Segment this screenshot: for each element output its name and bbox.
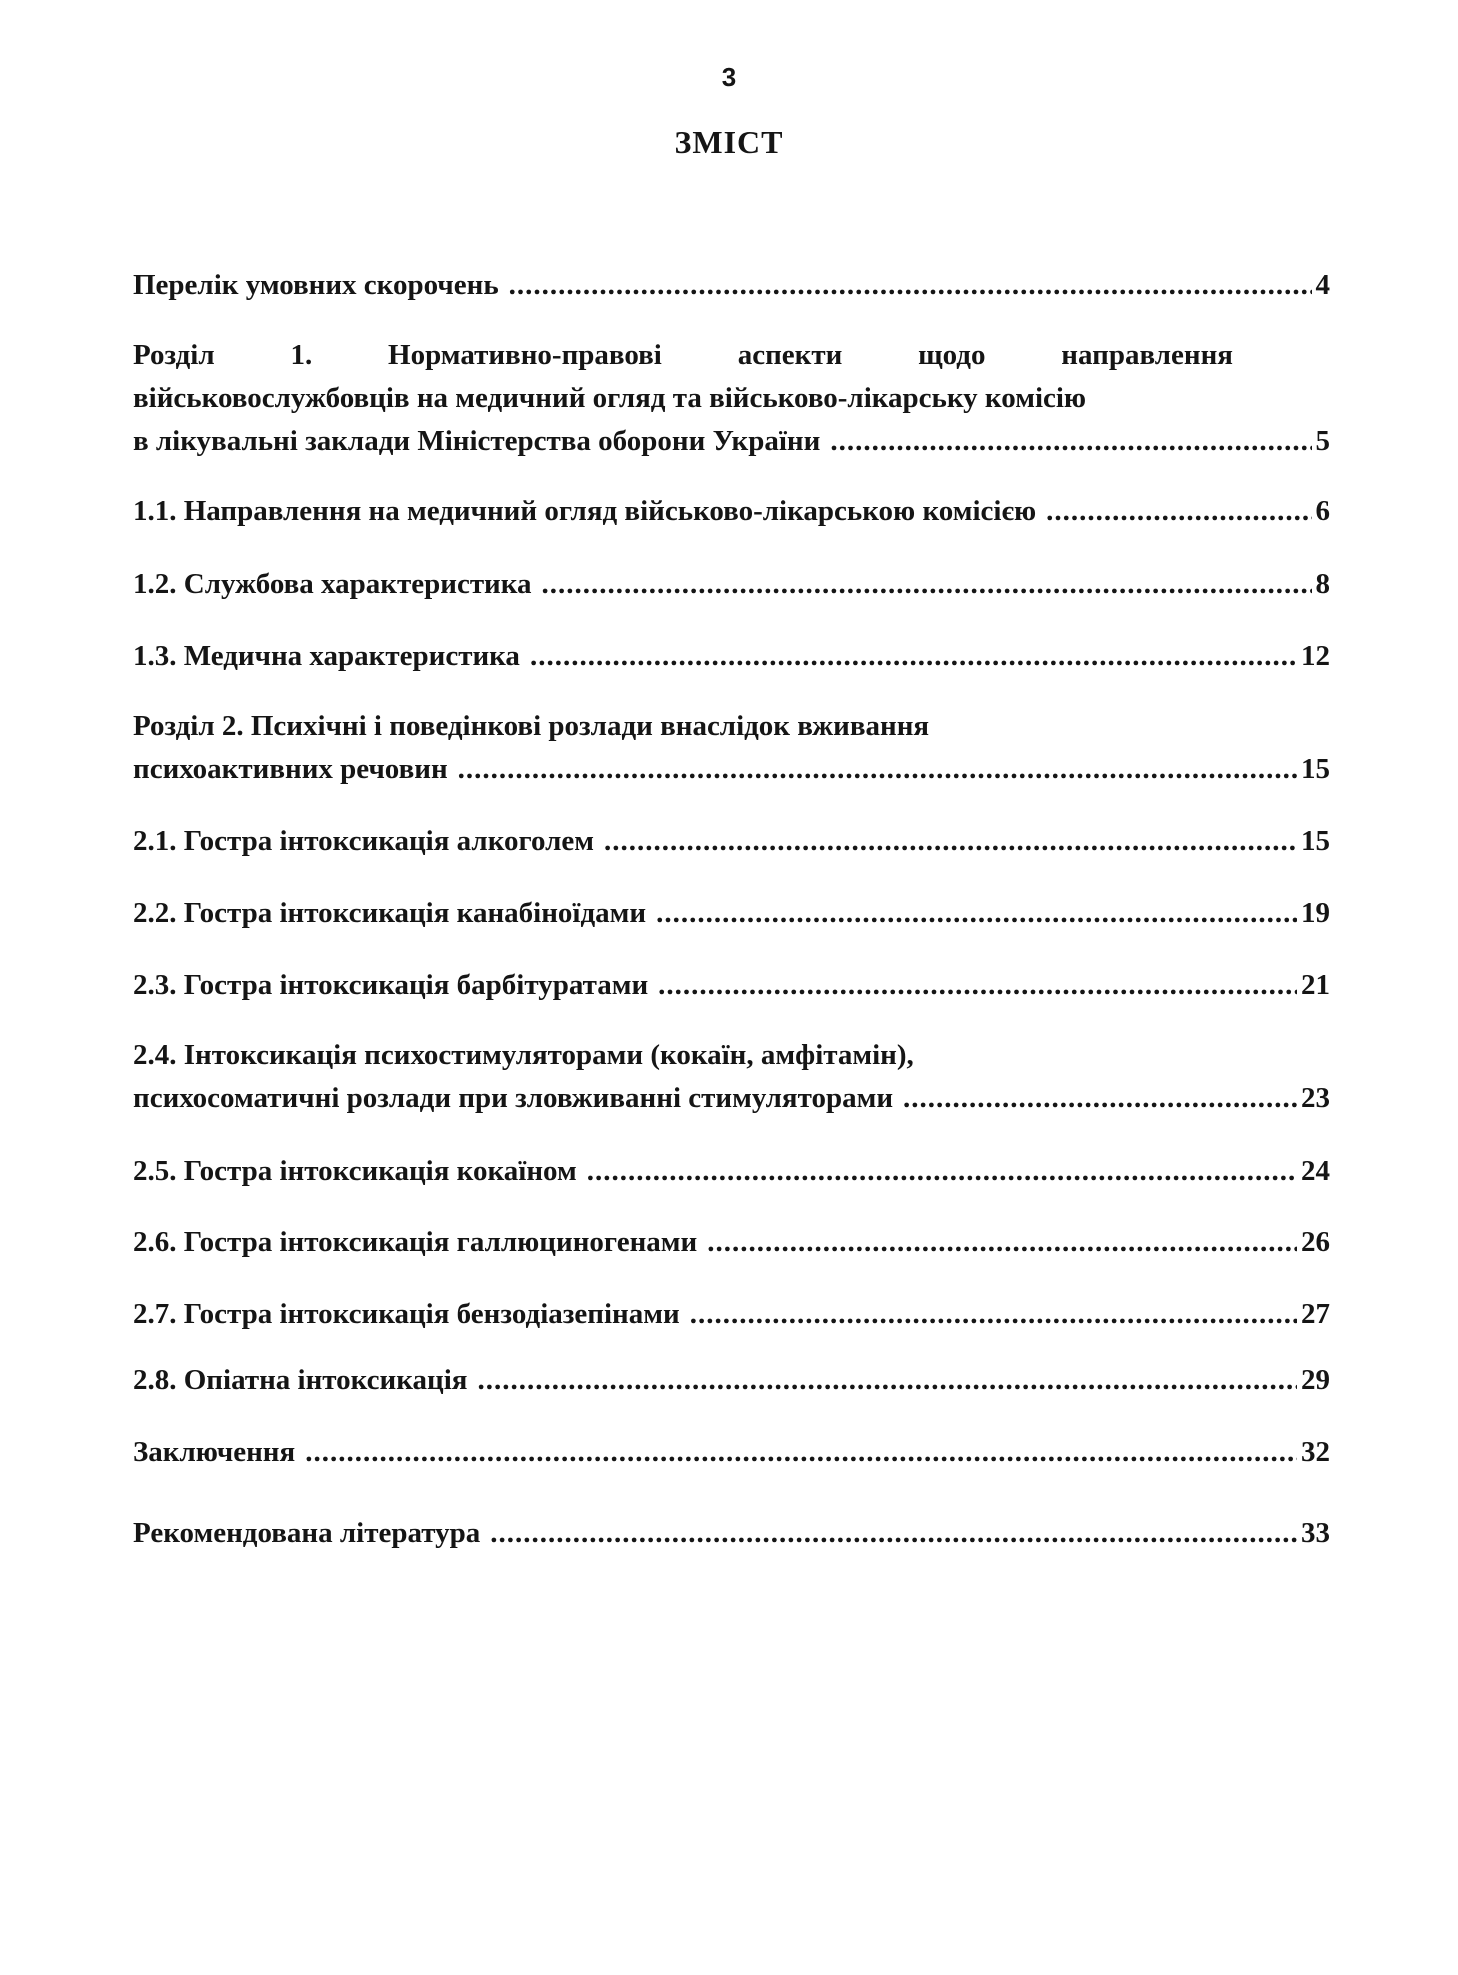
page-number: 3 bbox=[721, 62, 737, 92]
toc-entry-page: 32 bbox=[1301, 1436, 1330, 1468]
toc-entry-page: 8 bbox=[1315, 568, 1330, 600]
toc-entry-page: 33 bbox=[1301, 1517, 1330, 1549]
toc-entry-page: 23 bbox=[1301, 1082, 1330, 1114]
dot-leader bbox=[903, 1077, 1297, 1120]
dot-leader bbox=[604, 820, 1297, 863]
toc-entry-page: 6 bbox=[1315, 495, 1330, 527]
toc-entry-title: 2.7. Гостра інтоксикація бензодіазепінами bbox=[133, 1298, 680, 1330]
toc-entry[interactable] bbox=[133, 1359, 1330, 1402]
toc-entry-title: 2.5. Гостра інтоксикація кокаїном bbox=[133, 1155, 577, 1187]
toc-entry-title: Рекомендована література bbox=[133, 1517, 481, 1549]
toc-entry-title: Заключення bbox=[133, 1436, 296, 1468]
toc-entry[interactable] bbox=[133, 1150, 1330, 1193]
toc-entry[interactable] bbox=[133, 334, 1330, 463]
dot-leader bbox=[656, 892, 1297, 935]
toc-entry[interactable] bbox=[133, 964, 1330, 1007]
toc-entry[interactable] bbox=[133, 1221, 1330, 1264]
toc-entry-title: 2.6. Гостра інтоксикація галлюциногенами bbox=[133, 1226, 698, 1258]
toc-entry[interactable] bbox=[133, 490, 1330, 533]
dot-leader bbox=[458, 748, 1297, 791]
dot-leader bbox=[690, 1293, 1297, 1336]
toc-entry-page: 27 bbox=[1301, 1298, 1330, 1330]
toc-entry-line: Розділ 2. Психічні і поведінкові розлади внаслідок вживання bbox=[133, 710, 930, 742]
toc-entry[interactable] bbox=[133, 892, 1330, 935]
toc-entry-page: 26 bbox=[1301, 1226, 1330, 1258]
toc-entry-page: 29 bbox=[1301, 1364, 1330, 1396]
toc-entry-page: 24 bbox=[1301, 1155, 1330, 1187]
dot-leader bbox=[490, 1512, 1297, 1555]
toc-entry[interactable] bbox=[133, 820, 1330, 863]
toc-entry[interactable] bbox=[133, 635, 1330, 678]
toc-entry-line: Розділ 1. Нормативно-правові аспекти щодо направлення bbox=[133, 339, 1233, 371]
toc-entry-page: 15 bbox=[1301, 753, 1330, 785]
toc-entry-title: 1.3. Медична характеристика bbox=[133, 640, 520, 672]
toc-entry[interactable] bbox=[133, 563, 1330, 606]
dot-leader bbox=[305, 1431, 1297, 1474]
toc-entry-page: 12 bbox=[1301, 640, 1330, 672]
toc-entry-line: військовослужбовців на медичний огляд та військово-лікарську комісію bbox=[133, 382, 1087, 414]
dot-leader bbox=[587, 1150, 1297, 1193]
toc-entry[interactable] bbox=[133, 264, 1330, 307]
dot-leader bbox=[509, 264, 1312, 307]
toc-entry-title: 1.1. Направлення на медичний огляд військово-лікарською комісією bbox=[133, 495, 1037, 527]
toc-entry-page: 4 bbox=[1315, 269, 1330, 301]
dot-leader bbox=[830, 420, 1311, 463]
toc-entry[interactable] bbox=[133, 1293, 1330, 1336]
toc-entry[interactable] bbox=[133, 1512, 1330, 1555]
toc-entry-title: 2.3. Гостра інтоксикація барбітуратами bbox=[133, 969, 649, 1001]
toc-entry[interactable] bbox=[133, 705, 1330, 791]
toc-entry-title: 2.2. Гостра інтоксикація канабіноїдами bbox=[133, 897, 647, 929]
dot-leader bbox=[530, 635, 1297, 678]
toc-entry-title: 2.8. Опіатна інтоксикація bbox=[133, 1364, 468, 1396]
toc-entry-page: 15 bbox=[1301, 825, 1330, 857]
toc-entry-page: 21 bbox=[1301, 969, 1330, 1001]
dot-leader bbox=[477, 1359, 1297, 1402]
toc-entry-title: 1.2. Службова характеристика bbox=[133, 568, 532, 600]
toc-entry-page: 19 bbox=[1301, 897, 1330, 929]
dot-leader bbox=[542, 563, 1312, 606]
dot-leader bbox=[707, 1221, 1297, 1264]
toc-entry[interactable] bbox=[133, 1034, 1330, 1120]
toc-entry-page: 5 bbox=[1315, 425, 1330, 457]
toc-entry-title: 2.1. Гостра інтоксикація алкоголем bbox=[133, 825, 594, 857]
toc-entry-title: психоактивних речовин bbox=[133, 753, 448, 785]
dot-leader bbox=[1046, 490, 1311, 533]
toc-entry-title: Перелік умовних скорочень bbox=[133, 269, 499, 301]
toc-entry[interactable] bbox=[133, 1431, 1330, 1474]
toc-entry-title: психосоматичні розлади при зловживанні стимуляторами bbox=[133, 1082, 894, 1114]
toc-title: ЗМІСТ bbox=[674, 124, 784, 160]
toc-entry-title: в лікувальні заклади Міністерства оборони України bbox=[133, 425, 821, 457]
toc-entry-line: 2.4. Інтоксикація психостимуляторами (кокаїн, амфітамін), bbox=[133, 1039, 914, 1071]
dot-leader bbox=[658, 964, 1297, 1007]
